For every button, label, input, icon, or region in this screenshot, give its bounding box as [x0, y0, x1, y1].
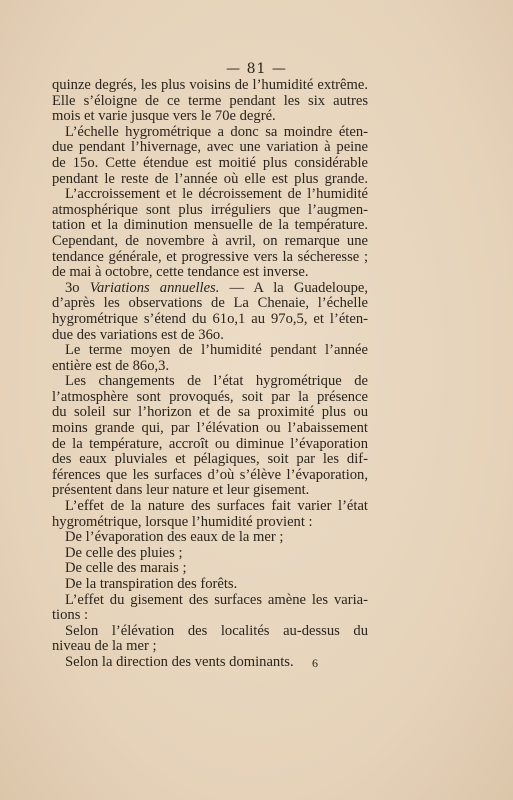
text-line: Selon la direction des vents dominants. [65, 653, 294, 670]
paragraph [52, 655, 368, 671]
text-line: atmosphérique sont plus irréguliers que l’augmen- [52, 201, 368, 218]
text-line: entière est de 86o,3. [52, 357, 170, 374]
text-line: de 15o. Cette étendue est moitié plus considérable [52, 154, 368, 171]
text-line: des eaux pluviales et pélagiques, soit par les dif- [52, 451, 368, 468]
text-line: tation et la diminution mensuelle de la température. [52, 217, 368, 234]
text-line: due des variations est de 36o. [52, 326, 224, 343]
text-line: De la transpiration des forêts. [65, 576, 238, 592]
text-line: moins grande qui, par l’élévation ou l’abaissement [52, 420, 368, 437]
text-line: L’échelle hygrométrique a donc sa moindre éten- [65, 123, 368, 140]
text-line: De celle des pluies ; [65, 544, 183, 561]
paragraph [52, 593, 368, 624]
text-line: Le terme moyen de l’humidité pendant l’année [65, 342, 368, 359]
list-item [52, 577, 368, 593]
section-heading: Variations annuelles. [89, 279, 220, 296]
text-line: 3o Variations annuelles. — A la Guadeloupe, [65, 279, 368, 296]
text-line: du soleil sur l’horizon et de sa proximité plus ou [52, 404, 368, 421]
signature-mark: 6 [312, 656, 318, 670]
body-text [52, 78, 368, 671]
list-item [52, 530, 368, 546]
text-line: Selon l’élévation des localités au-dessus du [65, 622, 368, 639]
text-line: de mai à octobre, cette tendance est inverse. [52, 264, 309, 281]
paragraph [52, 281, 368, 343]
text-line: l’atmosphère sont provoqués, soit par la présence [52, 388, 368, 405]
text-line: Cependant, de novembre à avril, on remarque une [52, 232, 368, 249]
text-line: due pendant l’hivernage, avec une variation à peine [52, 139, 368, 156]
page-number: — 81 — [226, 61, 287, 77]
list-item [52, 561, 368, 577]
text-line: d’après les observations de La Chenaie, l’échelle [52, 295, 368, 312]
text-line: Les changements de l’état hygrométrique de [65, 373, 368, 390]
text-line: L’accroissement et le décroissement de l’humidité [65, 186, 368, 203]
paragraph [52, 499, 368, 530]
text-line: Elle s’éloigne de ce terme pendant les six autres [52, 92, 368, 109]
text-line: De l’évaporation des eaux de la mer ; [65, 529, 284, 546]
text-line: niveau de la mer ; [52, 638, 157, 655]
text-line: de la température, accroît ou diminue l’évaporation [52, 435, 368, 452]
text-line: pendant le reste de l’année où elle est plus grande. [52, 170, 368, 187]
text-line: hygrométrique s’étend du 61o,1 au 97o,5, et l’éten- [52, 310, 368, 327]
text-line: De celle des marais ; [65, 560, 187, 577]
text-line: tendance générale, et progressive vers la sécheresse ; [52, 248, 368, 265]
paragraph [52, 187, 368, 281]
paragraph [52, 374, 368, 499]
paragraph [52, 624, 368, 655]
text-line: L’effet du gisement des surfaces amène les varia- [65, 591, 368, 608]
text-line: férences que les surfaces d’où s’élève l’évaporation, [52, 466, 368, 483]
text-line: tions : [52, 607, 89, 624]
text-line: quinze degrés, les plus voisins de l’humidité extrême. [52, 77, 368, 93]
paragraph [52, 125, 368, 187]
text-line: présentent dans leur nature et leur gisement. [52, 482, 310, 499]
paragraph [52, 343, 368, 374]
paragraph [52, 78, 368, 125]
text-line: hygrométrique, lorsque l’humidité provient : [52, 513, 313, 530]
text-line: mois et varie jusque vers le 70e degré. [52, 108, 276, 125]
text-line: L’effet de la nature des surfaces fait varier l’état [65, 498, 368, 515]
list-item [52, 546, 368, 562]
